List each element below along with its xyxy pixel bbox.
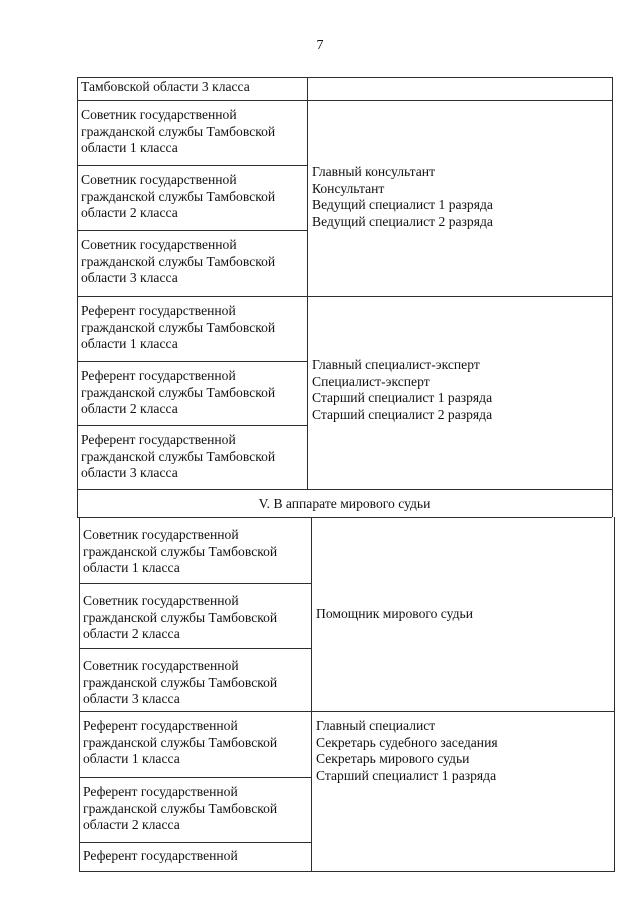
table-cell-class (77, 166, 307, 230)
table-rule (79, 648, 311, 649)
table-cell-class (77, 362, 307, 425)
cell-line: гражданской службы Тамбовской (81, 253, 276, 269)
cell-line: гражданской службы Тамбовской (83, 543, 278, 559)
cell-line: Референт государственной (83, 848, 238, 863)
table-cell-class (79, 778, 311, 842)
table-rule (77, 77, 78, 517)
table-rule (307, 77, 308, 489)
cell-line: Советник государственной (81, 237, 237, 252)
table-rule (311, 517, 312, 872)
table-rule (612, 77, 613, 517)
table-cell-class (77, 231, 307, 296)
cell-line: Главный специалист (316, 718, 436, 733)
table-cell-class (79, 649, 311, 711)
section-heading: V. В аппарате мирового судьи (258, 496, 431, 511)
cell-line: гражданской службы Тамбовской (81, 448, 276, 464)
table-cell-positions (308, 101, 612, 296)
cell-line: гражданской службы Тамбовской (83, 609, 278, 625)
cell-line: гражданской службы Тамбовской (81, 384, 276, 400)
cell-line: области 1 класса (81, 140, 178, 155)
table-rule (77, 361, 307, 362)
table-cell-class (77, 297, 307, 361)
cell-line: Старший специалист 1 разряда (312, 390, 493, 405)
table-cell-positions (312, 712, 614, 872)
cell-line: Консультант (312, 180, 385, 196)
table-rule (77, 425, 307, 426)
cell-line: Специалист-эксперт (312, 373, 430, 389)
cell-line: Секретарь судебного заседания (316, 734, 498, 750)
cell-line: Старший специалист 2 разряда (312, 406, 493, 422)
table-rule (614, 517, 615, 872)
cell-line: гражданской службы Тамбовской (83, 800, 278, 816)
cell-line: Референт государственной (81, 303, 236, 318)
table-rule (79, 871, 614, 872)
cell-line: области 3 класса (81, 465, 178, 480)
cell-line: Старший специалист 1 разряда (316, 767, 497, 783)
cell-line: гражданской службы Тамбовской (81, 188, 276, 204)
cell-line: области 2 класса (83, 626, 180, 641)
cell-line: гражданской службы Тамбовской (83, 674, 278, 690)
cell-line: Тамбовской области 3 класса (81, 79, 250, 94)
table-cell-class (77, 101, 307, 165)
cell-line: гражданской службы Тамбовской (83, 734, 278, 750)
cell-line: Главный консультант (312, 164, 436, 179)
table-rule (79, 517, 80, 872)
table-cell-class (79, 584, 311, 648)
cell-line: области 2 класса (83, 817, 180, 832)
cell-line: Помощник мирового судьи (316, 606, 473, 621)
page-number: 7 (316, 38, 324, 53)
cell-line: гражданской службы Тамбовской (81, 319, 276, 335)
table-cell-class (77, 78, 307, 100)
cell-line: Секретарь мирового судьи (316, 751, 470, 766)
cell-line: Референт государственной (81, 432, 236, 447)
cell-line: области 2 класса (81, 401, 178, 416)
cell-line: Советник государственной (83, 658, 239, 673)
cell-line: Референт государственной (83, 718, 238, 733)
cell-line: области 1 класса (83, 560, 180, 575)
cell-line: Советник государственной (81, 172, 237, 187)
table-rule (77, 230, 307, 231)
cell-line: Ведущий специалист 1 разряда (312, 197, 493, 212)
table-rule (79, 842, 311, 843)
cell-line: Ведущий специалист 2 разряда (312, 213, 493, 229)
cell-line: Советник государственной (81, 107, 237, 122)
cell-line: Советник государственной (83, 527, 239, 542)
table-rule (79, 777, 311, 778)
table-rule (77, 165, 307, 166)
table-rule (79, 583, 311, 584)
cell-line: области 2 класса (81, 205, 178, 220)
table-cell-positions (308, 297, 612, 489)
table-cell-class (79, 843, 311, 872)
table-cell-positions (312, 518, 614, 711)
cell-line: области 1 класса (81, 336, 178, 351)
cell-line: гражданской службы Тамбовской (81, 123, 276, 139)
cell-line: Главный специалист-эксперт (312, 357, 480, 372)
cell-line: Референт государственной (81, 368, 236, 383)
table-cell-class (77, 426, 307, 489)
cell-line: области 3 класса (81, 270, 178, 285)
table-cell-class (79, 712, 311, 777)
cell-line: области 1 класса (83, 751, 180, 766)
cell-line: области 3 класса (83, 691, 180, 706)
cell-line: Референт государственной (83, 784, 238, 799)
cell-line: Советник государственной (83, 593, 239, 608)
table-cell-class (79, 518, 311, 583)
